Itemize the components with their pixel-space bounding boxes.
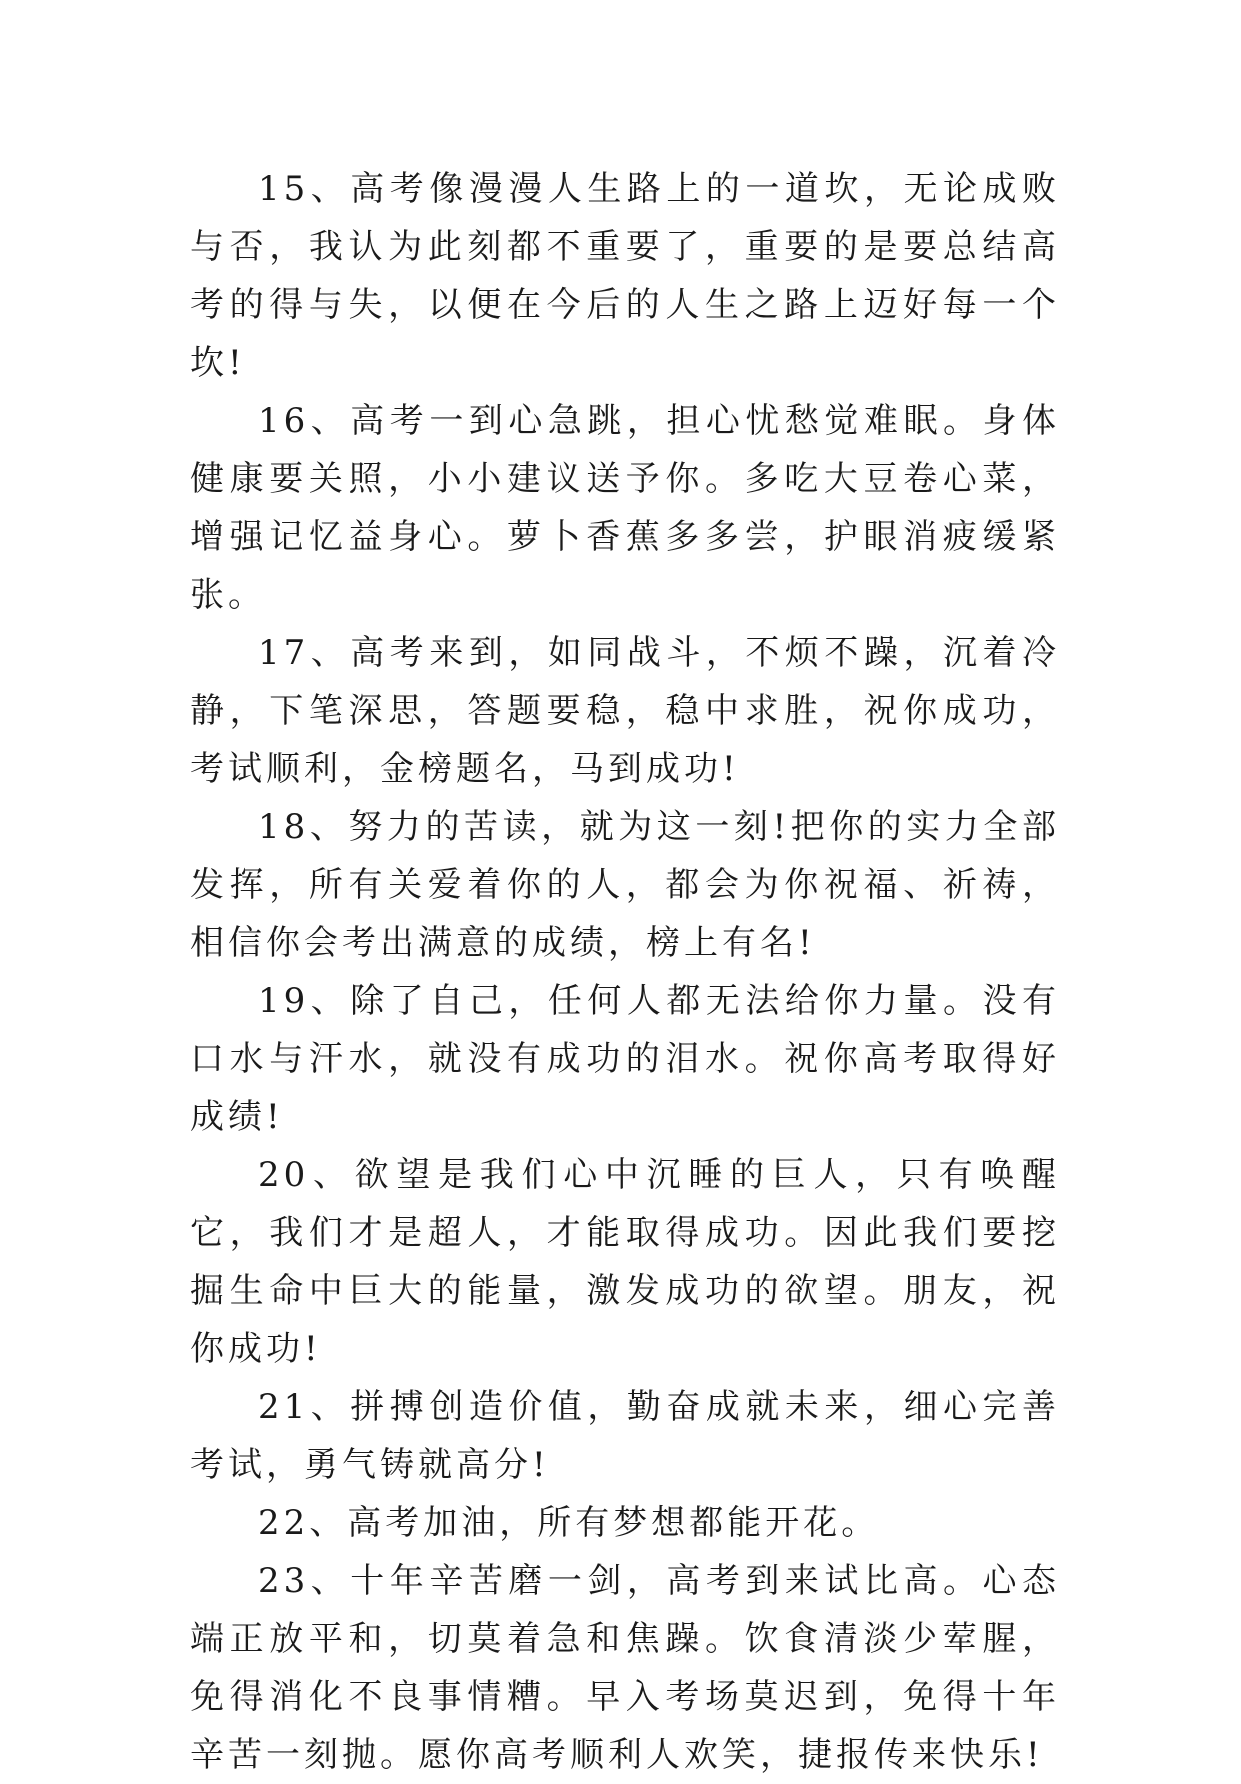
document-body bbox=[190, 160, 1060, 1784]
paragraph-19: 19、除了自己，任何人都无法给你力量。没有口水与汗水，就没有成功的泪水。祝你高考取得好成绩! bbox=[190, 981, 1060, 1137]
paragraph-20: 20、欲望是我们心中沉睡的巨人，只有唤醒它，我们才是超人，才能取得成功。因此我们要挖掘生命中巨大的能量，激发成功的欲望。朋友，祝你成功! bbox=[190, 1155, 1060, 1369]
paragraph-21: 21、拼搏创造价值，勤奋成就未来，细心完善考试，勇气铸就高分! bbox=[190, 1387, 1060, 1485]
paragraph-16: 16、高考一到心急跳，担心忧愁觉难眠。身体健康要关照，小小建议送予你。多吃大豆卷心菜，增强记忆益身心。萝卜香蕉多多尝，护眼消疲缓紧张。 bbox=[190, 401, 1060, 615]
paragraph-15: 15、高考像漫漫人生路上的一道坎，无论成败与否，我认为此刻都不重要了，重要的是要总结高考的得与失，以便在今后的人生之路上迈好每一个坎! bbox=[190, 169, 1060, 383]
paragraph-18: 18、努力的苦读，就为这一刻!把你的实力全部发挥，所有关爱着你的人，都会为你祝福、祈祷，相信你会考出满意的成绩，榜上有名! bbox=[190, 807, 1060, 963]
paragraph-23: 23、十年辛苦磨一剑，高考到来试比高。心态端正放平和，切莫着急和焦躁。饮食清淡少荤腥，免得消化不良事情糟。早入考场莫迟到，免得十年辛苦一刻抛。愿你高考顺利人欢笑，捷报传来快乐! bbox=[190, 1561, 1060, 1775]
paragraph-17: 17、高考来到，如同战斗，不烦不躁，沉着冷静，下笔深思，答题要稳，稳中求胜，祝你成功，考试顺利，金榜题名，马到成功! bbox=[190, 633, 1060, 789]
paragraph-22: 22、高考加油，所有梦想都能开花。 bbox=[258, 1503, 880, 1543]
